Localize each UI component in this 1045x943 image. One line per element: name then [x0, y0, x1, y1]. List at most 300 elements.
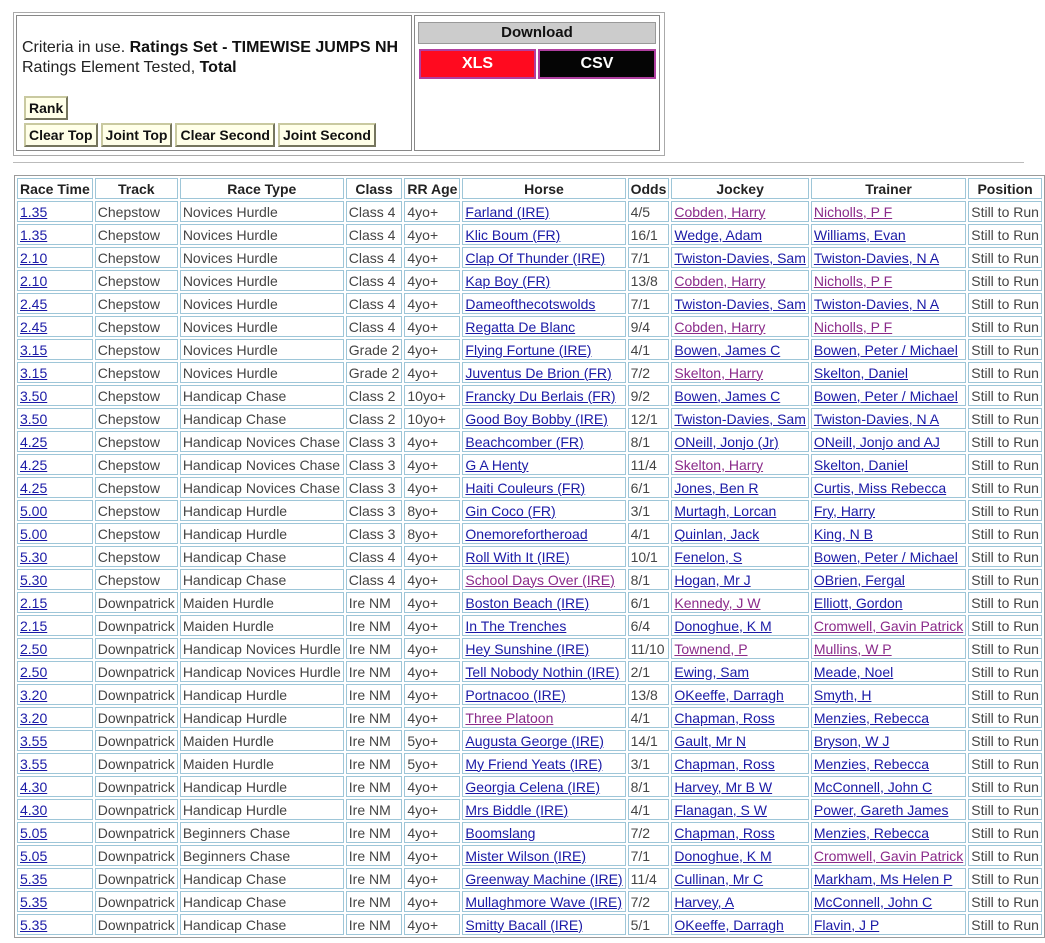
age-cell: 4yo+ [404, 707, 460, 728]
table-row [17, 569, 1042, 590]
race-time-link[interactable]: 3.50 [20, 410, 48, 427]
jockey-link[interactable]: Kennedy, J W [674, 594, 761, 611]
horse-cell [462, 615, 625, 636]
horse-cell [462, 408, 625, 429]
horse-cell [462, 546, 625, 567]
trainer-link[interactable]: Bowen, Peter / Michael [813, 341, 958, 358]
jockey-link[interactable]: Ewing, Sam [674, 663, 750, 680]
jockey-cell [671, 730, 808, 751]
position-cell: Still to Run [968, 615, 1042, 636]
age-cell: 4yo+ [404, 201, 460, 222]
table-row [17, 776, 1042, 797]
horse-link[interactable]: Clap Of Thunder (IRE) [465, 249, 606, 266]
time-cell [17, 638, 93, 659]
time-cell [17, 500, 93, 521]
trainer-link[interactable]: Nicholls, P F [813, 318, 893, 335]
jockey-link[interactable]: Wedge, Adam [674, 226, 763, 243]
horse-link[interactable]: Kap Boy (FR) [465, 272, 551, 289]
trainer-link[interactable]: Twiston-Davies, N A [813, 249, 940, 266]
horse-link[interactable]: Mister Wilson (IRE) [465, 847, 586, 864]
trainer-cell [811, 316, 966, 337]
class-cell: Ire NM [346, 707, 403, 728]
table-row [17, 523, 1042, 544]
horse-link[interactable]: Augusta George (IRE) [465, 732, 604, 749]
horse-link[interactable]: Smitty Bacall (IRE) [465, 916, 583, 933]
odds-cell: 9/2 [628, 385, 670, 406]
jockey-link[interactable]: Cobden, Harry [674, 203, 766, 220]
position-cell: Still to Run [968, 523, 1042, 544]
divider [13, 162, 1024, 163]
time-cell [17, 362, 93, 383]
time-cell [17, 799, 93, 820]
race-time-link[interactable]: 2.50 [20, 663, 48, 680]
jockey-cell [671, 707, 808, 728]
jockey-link[interactable]: Chapman, Ross [674, 824, 775, 841]
joint-top-button[interactable]: Joint Top [101, 123, 173, 147]
time-cell [17, 891, 93, 912]
race-type-cell: Handicap Hurdle [180, 776, 344, 797]
table-row [17, 799, 1042, 820]
horse-cell [462, 362, 625, 383]
horse-link[interactable]: Tell Nobody Nothin (IRE) [465, 663, 620, 680]
position-cell: Still to Run [968, 546, 1042, 567]
horse-link[interactable]: Greenway Machine (IRE) [465, 870, 623, 887]
odds-cell: 11/10 [628, 638, 670, 659]
trainer-link[interactable]: Bowen, Peter / Michael [813, 548, 958, 565]
jockey-link[interactable]: Twiston-Davies, Sam [674, 410, 806, 427]
position-cell: Still to Run [968, 477, 1042, 498]
jockey-link[interactable]: Quinlan, Jack [674, 525, 760, 542]
criteria-label: Criteria in use. [22, 39, 126, 56]
trainer-link[interactable]: Twiston-Davies, N A [813, 295, 940, 312]
table-row [17, 339, 1042, 360]
jockey-cell [671, 799, 808, 820]
time-cell [17, 546, 93, 567]
race-time-link[interactable]: 2.15 [20, 594, 48, 611]
horse-link[interactable]: Mullaghmore Wave (IRE) [465, 893, 623, 910]
race-time-link[interactable]: 4.25 [20, 456, 48, 473]
odds-cell: 3/1 [628, 500, 670, 521]
time-cell [17, 247, 93, 268]
trainer-link[interactable]: ONeill, Jonjo and AJ [813, 433, 940, 450]
class-cell: Ire NM [346, 891, 403, 912]
trainer-cell [811, 914, 966, 935]
race-time-link[interactable]: 5.05 [20, 847, 48, 864]
position-cell: Still to Run [968, 845, 1042, 866]
trainer-link[interactable]: OBrien, Fergal [813, 571, 905, 588]
jockey-link[interactable]: Cullinan, Mr C [674, 870, 764, 887]
trainer-cell [811, 891, 966, 912]
trainer-link[interactable]: Menzies, Rebecca [813, 709, 930, 726]
age-cell: 4yo+ [404, 845, 460, 866]
horse-link[interactable]: Georgia Celena (IRE) [465, 778, 601, 795]
horse-link[interactable]: Dameofthecotswolds [465, 295, 596, 312]
horse-link[interactable]: Flying Fortune (IRE) [465, 341, 592, 358]
table-row [17, 362, 1042, 383]
table-row [17, 224, 1042, 245]
race-time-link[interactable]: 4.30 [20, 801, 48, 818]
jockey-link[interactable]: ONeill, Jonjo (Jr) [674, 433, 779, 450]
race-time-link[interactable]: 2.45 [20, 295, 48, 312]
track-cell: Downpatrick [95, 684, 178, 705]
time-cell [17, 293, 93, 314]
race-time-link[interactable]: 5.35 [20, 916, 48, 933]
table-row [17, 385, 1042, 406]
jockey-link[interactable]: Hogan, Mr J [674, 571, 751, 588]
jockey-cell [671, 914, 808, 935]
table-row [17, 638, 1042, 659]
trainer-link[interactable]: Skelton, Daniel [813, 456, 909, 473]
filter-button-row [24, 123, 376, 147]
race-type-cell: Handicap Novices Chase [180, 431, 344, 452]
jockey-cell [671, 891, 808, 912]
time-cell [17, 224, 93, 245]
criteria-text [22, 38, 398, 78]
trainer-link[interactable]: Fry, Harry [813, 502, 876, 519]
horse-link[interactable]: My Friend Yeats (IRE) [465, 755, 603, 772]
horse-link[interactable]: Mrs Biddle (IRE) [465, 801, 569, 818]
race-time-link[interactable]: 3.15 [20, 364, 48, 381]
race-time-link[interactable]: 3.50 [20, 387, 48, 404]
jockey-cell [671, 454, 808, 475]
criteria-box [16, 15, 412, 151]
trainer-link[interactable]: Cromwell, Gavin Patrick [813, 617, 964, 634]
table-row [17, 270, 1042, 291]
trainer-cell [811, 201, 966, 222]
position-cell: Still to Run [968, 362, 1042, 383]
rank-button[interactable]: Rank [24, 96, 68, 120]
horse-cell [462, 776, 625, 797]
position-cell: Still to Run [968, 914, 1042, 935]
joint-second-button[interactable]: Joint Second [278, 123, 376, 147]
race-type-cell: Novices Hurdle [180, 293, 344, 314]
age-cell: 8yo+ [404, 500, 460, 521]
column-header: RR Age [404, 178, 460, 199]
age-cell: 4yo+ [404, 477, 460, 498]
race-time-link[interactable]: 2.45 [20, 318, 48, 335]
age-cell: 4yo+ [404, 615, 460, 636]
jockey-link[interactable]: Donoghue, K M [674, 847, 772, 864]
race-time-link[interactable]: 3.20 [20, 686, 48, 703]
trainer-cell [811, 247, 966, 268]
time-cell [17, 707, 93, 728]
race-time-link[interactable]: 3.55 [20, 732, 48, 749]
trainer-link[interactable]: McConnell, John C [813, 893, 933, 910]
jockey-link[interactable]: Chapman, Ross [674, 709, 775, 726]
track-cell: Chepstow [95, 316, 178, 337]
jockey-cell [671, 638, 808, 659]
race-type-cell: Handicap Chase [180, 569, 344, 590]
trainer-link[interactable]: Skelton, Daniel [813, 364, 909, 381]
horse-link[interactable]: Juventus De Brion (FR) [465, 364, 612, 381]
race-time-link[interactable]: 4.30 [20, 778, 48, 795]
horse-link[interactable]: Portnacoo (IRE) [465, 686, 566, 703]
results-body [17, 201, 1042, 935]
track-cell: Chepstow [95, 431, 178, 452]
age-cell: 4yo+ [404, 822, 460, 843]
jockey-cell [671, 822, 808, 843]
horse-cell [462, 707, 625, 728]
jockey-cell [671, 339, 808, 360]
class-cell: Ire NM [346, 615, 403, 636]
track-cell: Downpatrick [95, 776, 178, 797]
race-type-cell: Handicap Novices Hurdle [180, 661, 344, 682]
table-row [17, 477, 1042, 498]
horse-link[interactable]: Boomslang [465, 824, 536, 841]
race-time-link[interactable]: 1.35 [20, 203, 48, 220]
track-cell: Downpatrick [95, 845, 178, 866]
jockey-link[interactable]: OKeeffe, Darragh [674, 686, 784, 703]
class-cell: Ire NM [346, 592, 403, 613]
jockey-link[interactable]: Flanagan, S W [674, 801, 767, 818]
table-row [17, 707, 1042, 728]
criteria-panel [13, 12, 665, 156]
jockey-cell [671, 293, 808, 314]
horse-link[interactable]: Good Boy Bobby (IRE) [465, 410, 608, 427]
clear-second-button[interactable]: Clear Second [175, 123, 274, 147]
jockey-link[interactable]: Chapman, Ross [674, 755, 775, 772]
class-cell: Ire NM [346, 868, 403, 889]
track-cell: Chepstow [95, 339, 178, 360]
race-time-link[interactable]: 5.00 [20, 502, 48, 519]
trainer-link[interactable]: Nicholls, P F [813, 203, 893, 220]
jockey-link[interactable]: Fenelon, S [674, 548, 743, 565]
table-row [17, 891, 1042, 912]
jockey-cell [671, 684, 808, 705]
trainer-link[interactable]: Curtis, Miss Rebecca [813, 479, 947, 496]
track-cell: Downpatrick [95, 914, 178, 935]
race-type-cell: Novices Hurdle [180, 339, 344, 360]
column-header: Horse [462, 178, 625, 199]
class-cell: Class 4 [346, 247, 403, 268]
race-type-cell: Beginners Chase [180, 822, 344, 843]
jockey-link[interactable]: Twiston-Davies, Sam [674, 249, 806, 266]
trainer-link[interactable]: Cromwell, Gavin Patrick [813, 847, 964, 864]
race-time-link[interactable]: 5.00 [20, 525, 48, 542]
time-cell [17, 477, 93, 498]
track-cell: Downpatrick [95, 753, 178, 774]
track-cell: Chepstow [95, 270, 178, 291]
download-box [414, 15, 660, 151]
trainer-link[interactable]: Bryson, W J [813, 732, 890, 749]
horse-link[interactable]: Boston Beach (IRE) [465, 594, 590, 611]
trainer-link[interactable]: Power, Gareth James [813, 801, 949, 818]
trainer-cell [811, 569, 966, 590]
trainer-cell [811, 592, 966, 613]
class-cell: Class 4 [346, 270, 403, 291]
jockey-link[interactable]: Gault, Mr N [674, 732, 746, 749]
trainer-link[interactable]: Menzies, Rebecca [813, 824, 930, 841]
track-cell: Chepstow [95, 454, 178, 475]
trainer-cell [811, 293, 966, 314]
jockey-cell [671, 753, 808, 774]
race-type-cell: Beginners Chase [180, 845, 344, 866]
horse-link[interactable]: Gin Coco (FR) [465, 502, 556, 519]
odds-cell: 3/1 [628, 753, 670, 774]
race-type-cell: Handicap Hurdle [180, 799, 344, 820]
jockey-cell [671, 523, 808, 544]
race-time-link[interactable]: 3.55 [20, 755, 48, 772]
position-cell: Still to Run [968, 316, 1042, 337]
race-type-cell: Handicap Hurdle [180, 707, 344, 728]
trainer-link[interactable]: Menzies, Rebecca [813, 755, 930, 772]
table-row [17, 845, 1042, 866]
race-type-cell: Handicap Novices Hurdle [180, 638, 344, 659]
criteria-line-element [22, 58, 398, 78]
jockey-link[interactable]: Skelton, Harry [674, 456, 764, 473]
race-time-link[interactable]: 2.10 [20, 249, 48, 266]
trainer-link[interactable]: Nicholls, P F [813, 272, 893, 289]
race-type-cell: Handicap Chase [180, 408, 344, 429]
track-cell: Chepstow [95, 408, 178, 429]
jockey-link[interactable]: Skelton, Harry [674, 364, 764, 381]
position-cell: Still to Run [968, 339, 1042, 360]
column-header: Race Time [17, 178, 93, 199]
race-time-link[interactable]: 5.05 [20, 824, 48, 841]
trainer-link[interactable]: Twiston-Davies, N A [813, 410, 940, 427]
trainer-link[interactable]: King, N B [813, 525, 873, 542]
odds-cell: 7/1 [628, 293, 670, 314]
horse-link[interactable]: Beachcomber (FR) [465, 433, 584, 450]
race-type-cell: Handicap Chase [180, 385, 344, 406]
horse-cell [462, 592, 625, 613]
trainer-link[interactable]: Elliott, Gordon [813, 594, 903, 611]
horse-link[interactable]: Klic Boum (FR) [465, 226, 561, 243]
race-time-link[interactable]: 5.30 [20, 548, 48, 565]
race-type-cell: Maiden Hurdle [180, 753, 344, 774]
trainer-cell [811, 408, 966, 429]
trainer-link[interactable]: McConnell, John C [813, 778, 933, 795]
table-row [17, 615, 1042, 636]
class-cell: Ire NM [346, 753, 403, 774]
jockey-link[interactable]: Twiston-Davies, Sam [674, 295, 806, 312]
odds-cell: 6/1 [628, 477, 670, 498]
jockey-link[interactable]: Townend, P [674, 640, 748, 657]
position-cell: Still to Run [968, 431, 1042, 452]
jockey-link[interactable]: Donoghue, K M [674, 617, 772, 634]
odds-cell: 7/2 [628, 891, 670, 912]
position-cell: Still to Run [968, 891, 1042, 912]
class-cell: Class 3 [346, 477, 403, 498]
csv-download-button[interactable]: CSV [538, 49, 656, 79]
table-row [17, 293, 1042, 314]
race-time-link[interactable]: 1.35 [20, 226, 48, 243]
horse-link[interactable]: Francky Du Berlais (FR) [465, 387, 616, 404]
class-cell: Class 3 [346, 500, 403, 521]
horse-cell [462, 523, 625, 544]
horse-link[interactable]: Roll With It (IRE) [465, 548, 570, 565]
jockey-cell [671, 201, 808, 222]
race-time-link[interactable]: 2.50 [20, 640, 48, 657]
trainer-link[interactable]: Mullins, W P [813, 640, 892, 657]
race-time-link[interactable]: 5.35 [20, 893, 48, 910]
table-row [17, 316, 1042, 337]
jockey-link[interactable]: Harvey, A [674, 893, 735, 910]
class-cell: Ire NM [346, 914, 403, 935]
jockey-link[interactable]: Murtagh, Lorcan [674, 502, 777, 519]
xls-download-button[interactable]: XLS [419, 49, 536, 79]
trainer-link[interactable]: Flavin, J P [813, 916, 880, 933]
race-type-cell: Handicap Chase [180, 546, 344, 567]
trainer-cell [811, 224, 966, 245]
jockey-link[interactable]: Cobden, Harry [674, 272, 766, 289]
race-type-cell: Novices Hurdle [180, 362, 344, 383]
horse-link[interactable]: Three Platoon [465, 709, 554, 726]
horse-link[interactable]: Onemorefortheroad [465, 525, 588, 542]
column-header: Race Type [180, 178, 344, 199]
race-time-link[interactable]: 4.25 [20, 433, 48, 450]
jockey-link[interactable]: OKeeffe, Darragh [674, 916, 784, 933]
class-cell: Ire NM [346, 638, 403, 659]
race-time-link[interactable]: 2.15 [20, 617, 48, 634]
jockey-cell [671, 546, 808, 567]
trainer-cell [811, 799, 966, 820]
trainer-link[interactable]: Markham, Ms Helen P [813, 870, 953, 887]
odds-cell: 6/1 [628, 592, 670, 613]
class-cell: Grade 2 [346, 339, 403, 360]
race-time-link[interactable]: 3.15 [20, 341, 48, 358]
horse-link[interactable]: Regatta De Blanc [465, 318, 576, 335]
jockey-link[interactable]: Bowen, James C [674, 341, 781, 358]
race-time-link[interactable]: 2.10 [20, 272, 48, 289]
trainer-cell [811, 477, 966, 498]
race-time-link[interactable]: 4.25 [20, 479, 48, 496]
jockey-link[interactable]: Bowen, James C [674, 387, 781, 404]
odds-cell: 7/1 [628, 247, 670, 268]
age-cell: 4yo+ [404, 316, 460, 337]
trainer-cell [811, 822, 966, 843]
horse-link[interactable]: School Days Over (IRE) [465, 571, 615, 588]
trainer-link[interactable]: Meade, Noel [813, 663, 894, 680]
class-cell: Class 2 [346, 385, 403, 406]
table-header-row [17, 178, 1042, 199]
odds-cell: 8/1 [628, 569, 670, 590]
time-cell [17, 339, 93, 360]
track-cell: Downpatrick [95, 592, 178, 613]
class-cell: Class 3 [346, 454, 403, 475]
race-time-link[interactable]: 3.20 [20, 709, 48, 726]
clear-top-button[interactable]: Clear Top [24, 123, 98, 147]
track-cell: Downpatrick [95, 707, 178, 728]
horse-link[interactable]: Haiti Couleurs (FR) [465, 479, 586, 496]
horse-link[interactable]: Hey Sunshine (IRE) [465, 640, 590, 657]
age-cell: 4yo+ [404, 638, 460, 659]
odds-cell: 8/1 [628, 431, 670, 452]
trainer-link[interactable]: Williams, Evan [813, 226, 906, 243]
time-cell [17, 408, 93, 429]
age-cell: 10yo+ [404, 408, 460, 429]
race-type-cell: Handicap Novices Chase [180, 477, 344, 498]
jockey-link[interactable]: Cobden, Harry [674, 318, 766, 335]
age-cell: 4yo+ [404, 247, 460, 268]
age-cell: 10yo+ [404, 385, 460, 406]
odds-cell: 12/1 [628, 408, 670, 429]
race-type-cell: Novices Hurdle [180, 316, 344, 337]
trainer-link[interactable]: Smyth, H [813, 686, 872, 703]
horse-link[interactable]: G A Henty [465, 456, 529, 473]
jockey-cell [671, 615, 808, 636]
trainer-link[interactable]: Bowen, Peter / Michael [813, 387, 958, 404]
jockey-link[interactable]: Jones, Ben R [674, 479, 759, 496]
odds-cell: 4/5 [628, 201, 670, 222]
class-cell: Class 4 [346, 293, 403, 314]
jockey-link[interactable]: Harvey, Mr B W [674, 778, 773, 795]
age-cell: 4yo+ [404, 592, 460, 613]
race-time-link[interactable]: 5.30 [20, 571, 48, 588]
horse-link[interactable]: Farland (IRE) [465, 203, 550, 220]
race-time-link[interactable]: 5.35 [20, 870, 48, 887]
horse-link[interactable]: In The Trenches [465, 617, 567, 634]
